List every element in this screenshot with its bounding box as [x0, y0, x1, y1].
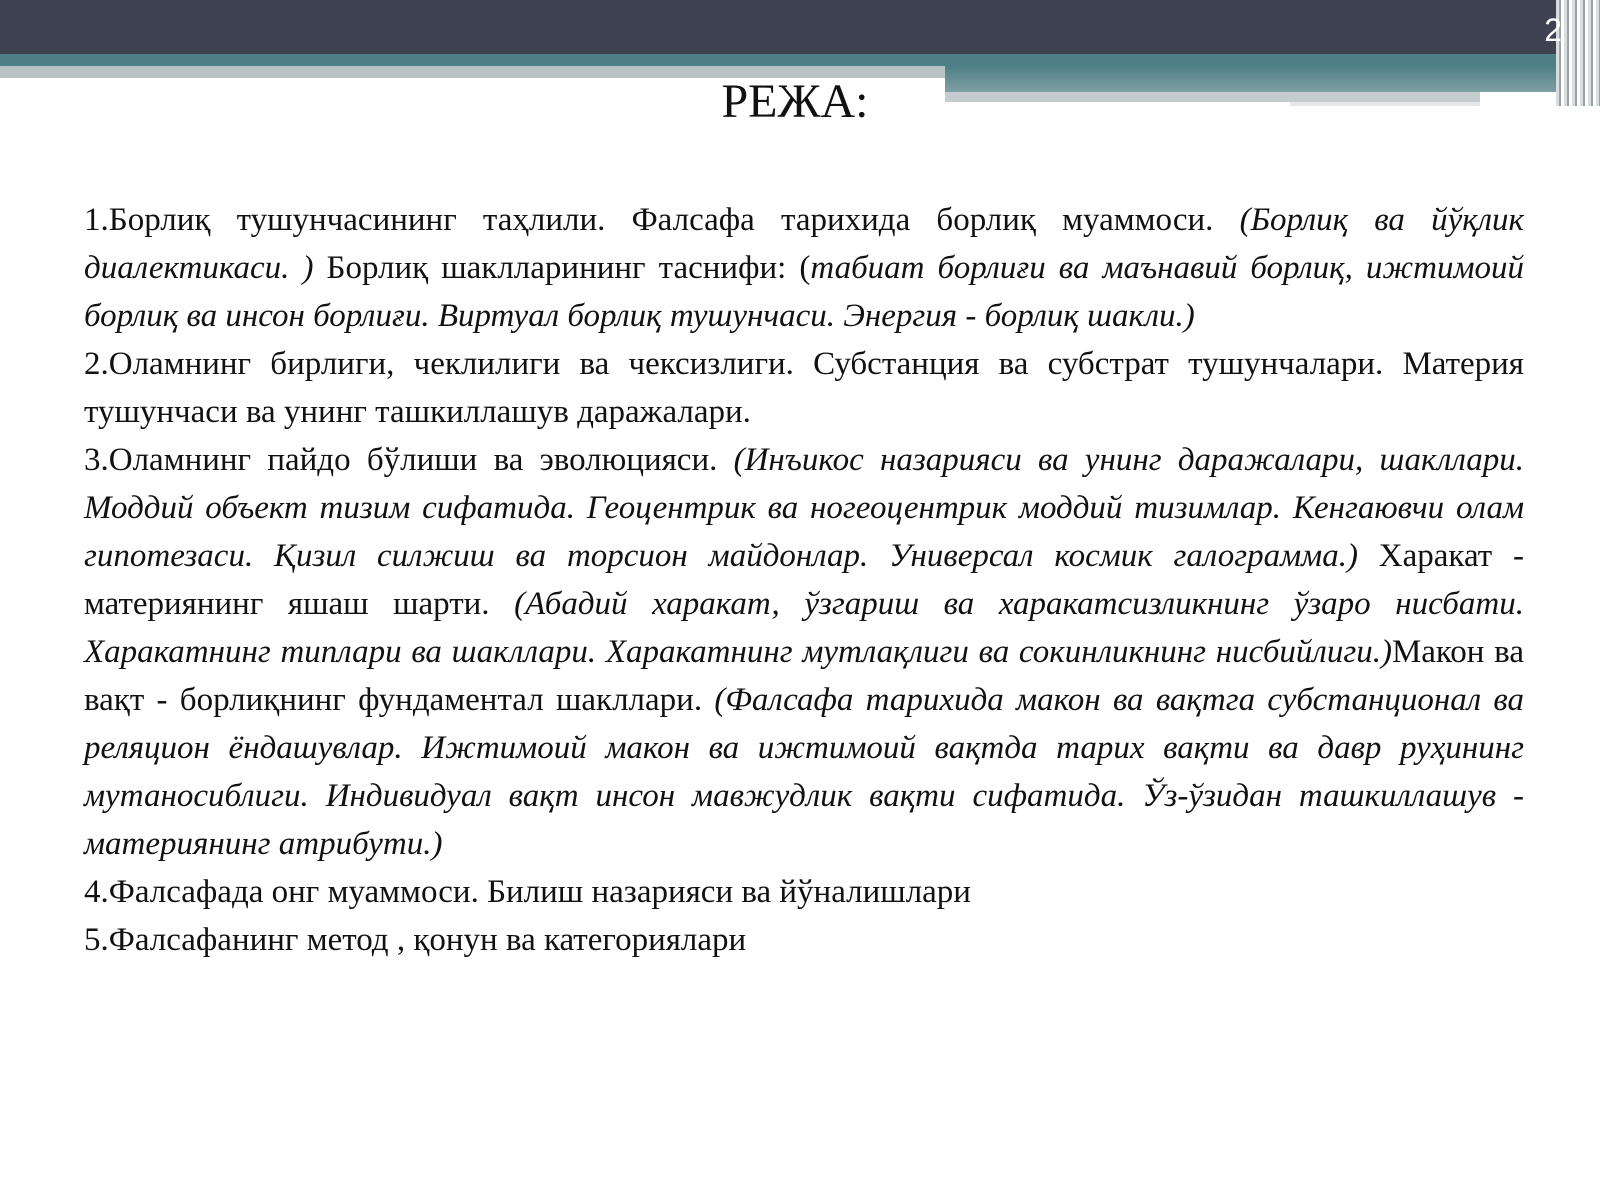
item-text: 4.Фалсафада онг муаммоси. Билиш назарияси ва йўналишлари [84, 874, 971, 910]
item-text-italic: (Абадий харакат, ўзгариш ва харакатсизликнинг ўзаро нисбати. Харакатнинг типлари ва шакллари. Харакатнинг мутлақлиги ва сокинликнинг нисбийлиги.) [84, 586, 1524, 670]
item-text: 5.Фалсафанинг метод , қонун ва категориялари [84, 922, 747, 958]
item-text: Макон ва вақт - борлиқнинг фундаментал шакллари. [84, 634, 1524, 718]
item-text: 1.Борлиқ тушунчасининг таҳлили. Фалсафа тарихида борлиқ муаммоси. [84, 202, 1240, 238]
item-text-italic: (Инъикос назарияси ва унинг даражалари, шакллари. Моддий объект тизим сифатида. Геоцентрик ва ногеоцентрик моддий тизимлар. Кенгаювчи олам гипотезаси. Қизил силжиш ва торсион майдонлар. Универсал космик галограмма.) [84, 442, 1524, 574]
header-band-dark [0, 0, 1600, 54]
item-text: 2.Оламнинг бирлиги, чеклилиги ва чексизлиги. Субстанция ва субстрат тушунчалари. Материя тушунчаси ва унинг ташкиллашув даражалари. [84, 346, 1524, 430]
item-text: Харакат - материянинг яшаш шарти. [84, 538, 1524, 622]
item-text-italic: (Борлиқ ва йўқлик диалектикаси. ) [84, 202, 1524, 286]
item-text-italic: (Фалсафа тарихида макон ва вақтга субстанционал ва реляцион ёндашувлар. Ижтимоий макон ва ижтимоий вақтда тарих вақти ва давр руҳининг мутаносиблиги. Индивидуал вақт инсон мавжудлик вақти сифатида. Ўз-ўзидан ташкиллашув - материянинг атрибути.) [84, 682, 1524, 862]
plan-item [84, 340, 1524, 436]
plan-list [84, 196, 1524, 964]
plan-item [84, 868, 1524, 916]
slide-title: РЕЖА: [721, 75, 869, 128]
plan-item [84, 436, 1524, 868]
plan-item [84, 196, 1524, 340]
item-text: Борлиқ шаклларининг таснифи: ( [313, 250, 811, 286]
header-band-teal [0, 54, 1560, 66]
item-text-italic: табиат борлиғи ва маънавий борлиқ, ижтимоий борлиқ ва инсон борлиғи. Виртуал борлиқ тушунчаси. Энергия - борлиқ шакли.) [84, 250, 1524, 334]
plan-item [84, 916, 1524, 964]
item-text: 3.Оламнинг пайдо бўлиши ва эволюцияси. [84, 442, 734, 478]
slide-number: 2 [1544, 12, 1562, 48]
